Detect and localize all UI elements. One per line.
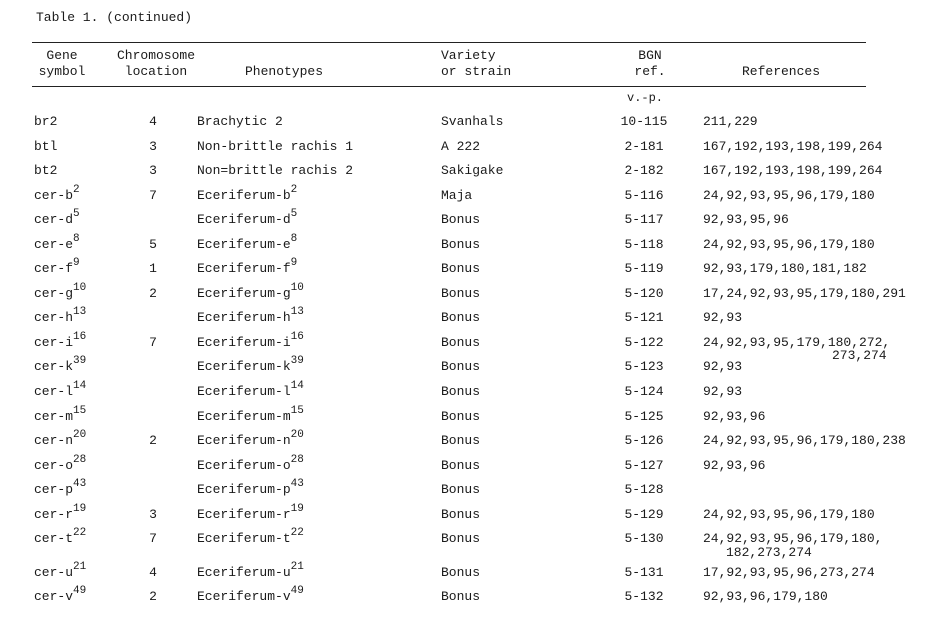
variety-cell xyxy=(441,335,480,351)
chromosome-cell-text: 7 xyxy=(149,531,157,546)
phenotype-cell xyxy=(197,330,304,351)
bgn-ref-cell-text: 2-181 xyxy=(624,139,664,154)
references-cell xyxy=(703,384,742,400)
gene-symbol-cell-superscript: 21 xyxy=(73,560,87,573)
gene-symbol-cell xyxy=(34,163,57,179)
phenotype-cell-superscript: 15 xyxy=(290,404,304,417)
chromosome-cell-text: 7 xyxy=(149,188,157,203)
phenotype-cell xyxy=(197,183,298,204)
variety-cell xyxy=(441,310,480,326)
gene-symbol-cell-superscript: 8 xyxy=(73,232,80,245)
gene-symbol-cell-text: cer-k xyxy=(34,359,74,374)
gene-symbol-cell xyxy=(34,502,87,523)
references-cell xyxy=(703,433,906,449)
gene-symbol-cell xyxy=(34,584,87,605)
bgn-ref-cell-text: 5-126 xyxy=(624,433,664,448)
bgn-ref-cell-text: 5-117 xyxy=(624,212,664,227)
gene-symbol-cell-superscript: 22 xyxy=(73,526,87,539)
gene-symbol-cell-text: cer-d xyxy=(34,212,74,227)
gene-symbol-cell-superscript: 49 xyxy=(73,584,87,597)
gene-symbol-cell xyxy=(34,256,80,277)
references-continuation: 273,274 xyxy=(832,348,887,363)
bgn-ref-cell-text: 5-131 xyxy=(624,565,664,580)
phenotype-cell-text: Non=brittle rachis 2 xyxy=(197,163,354,178)
gene-symbol-cell-text: btl xyxy=(34,139,58,154)
variety-cell xyxy=(441,531,480,547)
bgn-ref-cell xyxy=(613,188,675,204)
variety-cell-text: Bonus xyxy=(441,286,481,301)
variety-cell xyxy=(441,589,480,605)
variety-cell-text: Bonus xyxy=(441,359,481,374)
bgn-ref-cell-text: 5-118 xyxy=(624,237,664,252)
references-cell xyxy=(703,589,828,605)
gene-symbol-cell-superscript: 16 xyxy=(73,330,87,343)
references-cell xyxy=(703,212,789,228)
gene-symbol-cell-text: cer-h xyxy=(34,310,74,325)
phenotype-cell xyxy=(197,428,304,449)
phenotype-cell-text: Eceriferum-i xyxy=(197,335,291,350)
gene-symbol-cell-text: cer-f xyxy=(34,261,74,276)
phenotype-cell xyxy=(197,281,304,302)
references-cell-text: 167,192,193,198,199,264 xyxy=(703,163,883,178)
header-bgn-line2: ref. xyxy=(634,64,666,79)
references-cell xyxy=(703,359,742,375)
header-chrom-line1: Chromosome xyxy=(116,48,195,63)
references-cell-text: 92,93,96 xyxy=(703,409,766,424)
chromosome-cell xyxy=(146,507,160,523)
gene-symbol-cell xyxy=(34,232,80,253)
references-cell-text: 92,93,95,96 xyxy=(703,212,789,227)
references-cell-text: 167,192,193,198,199,264 xyxy=(703,139,883,154)
variety-cell-text: Bonus xyxy=(441,482,481,497)
variety-cell xyxy=(441,433,480,449)
table-row xyxy=(0,207,928,236)
bgn-ref-cell xyxy=(613,359,675,375)
phenotype-cell xyxy=(197,114,283,130)
variety-cell-text: Sakigake xyxy=(441,163,504,178)
table-row xyxy=(0,232,928,261)
chromosome-cell xyxy=(146,589,160,605)
gene-symbol-cell-text: cer-u xyxy=(34,565,74,580)
bgn-ref-cell-text: 2-182 xyxy=(624,163,664,178)
phenotype-cell-superscript: 22 xyxy=(290,526,304,539)
bgn-ref-cell xyxy=(613,237,675,253)
phenotype-cell-text: Eceriferum-l xyxy=(197,384,291,399)
gene-symbol-cell-text: cer-g xyxy=(34,286,74,301)
gene-symbol-cell xyxy=(34,453,87,474)
chromosome-cell xyxy=(146,565,160,581)
references-cell-text: 24,92,93,95,96,179,180 xyxy=(703,507,875,522)
gene-symbol-cell-text: cer-n xyxy=(34,433,74,448)
gene-symbol-cell-text: cer-e xyxy=(34,237,74,252)
variety-cell xyxy=(441,163,503,179)
phenotype-cell xyxy=(197,502,304,523)
table-row xyxy=(0,428,928,457)
variety-cell-text: Bonus xyxy=(441,507,481,522)
phenotype-cell-superscript: 13 xyxy=(290,305,304,318)
chromosome-cell xyxy=(146,286,160,302)
table-row xyxy=(0,330,928,359)
bgn-ref-cell-text: 5-116 xyxy=(624,188,664,203)
variety-cell-text: Bonus xyxy=(441,335,481,350)
bgn-ref-cell xyxy=(613,482,675,498)
phenotype-cell-text: Eceriferum-p xyxy=(197,482,291,497)
bgn-ref-cell-text: 5-125 xyxy=(624,409,664,424)
variety-cell-text: Bonus xyxy=(441,589,481,604)
chromosome-cell xyxy=(146,139,160,155)
bgn-ref-cell-text: 10-115 xyxy=(620,114,668,129)
gene-symbol-cell-text: bt2 xyxy=(34,163,58,178)
variety-cell-text: Bonus xyxy=(441,261,481,276)
variety-cell-text: Bonus xyxy=(441,237,481,252)
phenotype-cell-superscript: 19 xyxy=(290,502,304,515)
phenotype-cell xyxy=(197,453,304,474)
phenotype-cell xyxy=(197,207,298,228)
bgn-ref-cell xyxy=(613,261,675,277)
gene-symbol-cell xyxy=(34,379,87,400)
phenotype-cell-text: Eceriferum-e xyxy=(197,237,291,252)
phenotype-cell-text: Eceriferum-u xyxy=(197,565,291,580)
phenotype-cell-superscript: 10 xyxy=(290,281,304,294)
table-caption: Table 1. (continued) xyxy=(36,10,193,25)
phenotype-cell-text: Eceriferum-k xyxy=(197,359,291,374)
bgn-ref-cell-text: 5-129 xyxy=(624,507,664,522)
table-row xyxy=(0,183,928,212)
chromosome-cell-text: 4 xyxy=(149,114,157,129)
references-cell-text: 17,24,92,93,95,179,180,291 xyxy=(703,286,906,301)
gene-symbol-cell xyxy=(34,477,87,498)
references-cell xyxy=(703,458,765,474)
references-cell xyxy=(703,114,758,130)
phenotype-cell xyxy=(197,560,304,581)
table-row xyxy=(0,114,928,138)
variety-cell xyxy=(441,482,480,498)
chromosome-cell-text: 5 xyxy=(149,237,157,252)
phenotype-cell xyxy=(197,477,304,498)
bgn-ref-cell-text: 5-124 xyxy=(624,384,664,399)
phenotype-cell-superscript: 20 xyxy=(290,428,304,441)
bgn-ref-cell-text: 5-130 xyxy=(624,531,664,546)
phenotype-cell-text: Eceriferum-m xyxy=(197,409,291,424)
phenotype-cell xyxy=(197,404,304,425)
gene-symbol-cell-superscript: 39 xyxy=(73,354,87,367)
gene-symbol-cell-text: br2 xyxy=(34,114,58,129)
phenotype-cell xyxy=(197,584,304,605)
variety-cell-text: Bonus xyxy=(441,565,481,580)
chromosome-cell xyxy=(146,114,160,130)
header-variety-line1: Variety xyxy=(441,48,496,63)
chromosome-cell-text: 2 xyxy=(149,286,157,301)
table-row xyxy=(0,139,928,163)
phenotype-cell xyxy=(197,232,298,253)
references-cell-text: 92,93 xyxy=(703,310,743,325)
gene-symbol-cell-text: cer-o xyxy=(34,458,74,473)
variety-cell-text: Bonus xyxy=(441,531,481,546)
bgn-ref-cell-text: 5-132 xyxy=(624,589,664,604)
phenotype-cell-superscript: 5 xyxy=(290,207,298,220)
table-row xyxy=(0,379,928,408)
bgn-ref-cell xyxy=(613,163,675,179)
gene-symbol-cell-superscript: 9 xyxy=(73,256,80,269)
chromosome-cell-text: 3 xyxy=(149,507,157,522)
gene-symbol-cell-text: cer-m xyxy=(34,409,74,424)
phenotype-cell-text: Brachytic 2 xyxy=(197,114,283,129)
gene-symbol-cell-superscript: 43 xyxy=(73,477,87,490)
gene-symbol-cell-superscript: 5 xyxy=(73,207,80,220)
bgn-ref-cell-text: 5-127 xyxy=(624,458,664,473)
references-cell-text: 24,92,93,95,96,179,180,238 xyxy=(703,433,906,448)
chromosome-cell-text: 3 xyxy=(149,163,157,178)
phenotype-cell-text: Eceriferum-g xyxy=(197,286,291,301)
variety-cell-text: Bonus xyxy=(441,384,481,399)
gene-symbol-cell xyxy=(34,560,87,581)
references-cell-text: 92,93 xyxy=(703,359,743,374)
gene-symbol-cell-superscript: 19 xyxy=(73,502,87,515)
variety-cell-text: Bonus xyxy=(441,212,481,227)
chromosome-cell-text: 3 xyxy=(149,139,157,154)
bgn-ref-cell-text: 5-120 xyxy=(624,286,664,301)
table-row xyxy=(0,453,928,482)
header-chrom-line2: location xyxy=(124,64,188,79)
references-cell xyxy=(703,261,867,277)
references-cell xyxy=(703,409,765,425)
header-gene-line1: Gene xyxy=(46,48,78,63)
variety-cell xyxy=(441,237,480,253)
references-cell-text: 92,93,96 xyxy=(703,458,766,473)
header-gene-symbol xyxy=(34,48,90,80)
gene-symbol-cell-text: cer-t xyxy=(34,531,74,546)
table-row xyxy=(0,477,928,506)
bgn-ref-cell xyxy=(613,458,675,474)
references-cell-text: 17,92,93,95,96,273,274 xyxy=(703,565,875,580)
header-phenotypes: Phenotypes xyxy=(245,64,324,79)
chromosome-cell-text: 4 xyxy=(149,565,157,580)
references-cell-text: 24,92,93,95,96,179,180 xyxy=(703,237,875,252)
bgn-ref-cell xyxy=(613,114,675,130)
chromosome-cell xyxy=(146,335,160,351)
bgn-ref-cell xyxy=(613,286,675,302)
bgn-ref-cell xyxy=(613,507,675,523)
header-gene-line2: symbol xyxy=(38,64,86,79)
phenotype-cell-superscript: 9 xyxy=(290,256,298,269)
chromosome-cell-text: 7 xyxy=(149,335,157,350)
gene-symbol-cell xyxy=(34,354,87,375)
variety-cell xyxy=(441,384,480,400)
references-cell xyxy=(703,188,875,204)
gene-symbol-cell xyxy=(34,207,80,228)
phenotype-cell-superscript: 49 xyxy=(290,584,304,597)
references-continuation: 182,273,274 xyxy=(726,545,812,560)
variety-cell-text: Bonus xyxy=(441,409,481,424)
gene-symbol-cell xyxy=(34,139,57,155)
chromosome-cell xyxy=(146,237,160,253)
chromosome-cell-text: 2 xyxy=(149,433,157,448)
phenotype-cell xyxy=(197,163,353,179)
phenotype-cell xyxy=(197,256,298,277)
phenotype-cell-superscript: 21 xyxy=(290,560,304,573)
variety-cell-text: Svanhals xyxy=(441,114,504,129)
variety-cell-text: Maja xyxy=(441,188,473,203)
references-cell-text: 211,229 xyxy=(703,114,758,129)
bgn-ref-cell-text: 5-122 xyxy=(624,335,664,350)
references-cell xyxy=(703,565,875,581)
phenotype-cell-text: Eceriferum-n xyxy=(197,433,291,448)
phenotype-cell-superscript: 8 xyxy=(290,232,298,245)
variety-cell xyxy=(441,139,480,155)
bgn-ref-cell-text: 5-123 xyxy=(624,359,664,374)
gene-symbol-cell-superscript: 13 xyxy=(73,305,87,318)
phenotype-cell xyxy=(197,139,353,155)
table-row xyxy=(0,502,928,531)
variety-cell-text: A 222 xyxy=(441,139,481,154)
bgn-volume-page-note: v.-p. xyxy=(627,91,664,105)
phenotype-cell xyxy=(197,526,304,547)
phenotype-cell-text: Eceriferum-h xyxy=(197,310,291,325)
variety-cell-text: Bonus xyxy=(441,433,481,448)
gene-symbol-cell xyxy=(34,330,87,351)
gene-symbol-cell xyxy=(34,428,87,449)
table-row xyxy=(0,305,928,334)
variety-cell xyxy=(441,286,480,302)
gene-symbol-cell xyxy=(34,404,87,425)
gene-symbol-cell-superscript: 28 xyxy=(73,453,87,466)
phenotype-cell xyxy=(197,379,304,400)
table-row xyxy=(0,584,928,613)
chromosome-cell xyxy=(146,531,160,547)
bgn-ref-cell xyxy=(613,212,675,228)
bgn-ref-cell xyxy=(613,335,675,351)
references-cell-text: 92,93,96,179,180 xyxy=(703,589,828,604)
variety-cell xyxy=(441,458,480,474)
variety-cell xyxy=(441,409,480,425)
gene-symbol-cell-text: cer-r xyxy=(34,507,74,522)
references-cell xyxy=(703,507,875,523)
references-cell-text: 24,92,93,95,96,179,180 xyxy=(703,188,875,203)
bgn-ref-cell xyxy=(613,310,675,326)
phenotype-cell-text: Eceriferum-v xyxy=(197,589,291,604)
phenotype-cell-superscript: 16 xyxy=(290,330,304,343)
gene-symbol-cell xyxy=(34,526,87,547)
bgn-ref-cell xyxy=(613,384,675,400)
phenotype-cell-superscript: 2 xyxy=(290,183,298,196)
header-variety-line2: or strain xyxy=(441,64,512,79)
variety-cell xyxy=(441,565,480,581)
header-bgn-ref xyxy=(620,48,680,80)
chromosome-cell xyxy=(146,163,160,179)
references-cell-text: 92,93,179,180,181,182 xyxy=(703,261,867,276)
bgn-ref-cell-text: 5-121 xyxy=(624,310,664,325)
gene-symbol-cell-superscript: 14 xyxy=(73,379,87,392)
bgn-ref-cell xyxy=(613,565,675,581)
chromosome-cell-text: 2 xyxy=(149,589,157,604)
bgn-ref-cell xyxy=(613,409,675,425)
variety-cell xyxy=(441,212,480,228)
bgn-ref-cell xyxy=(613,139,675,155)
header-bgn-line1: BGN xyxy=(638,48,662,63)
header-rule xyxy=(32,86,866,87)
table-row xyxy=(0,281,928,310)
gene-symbol-cell-superscript: 15 xyxy=(73,404,87,417)
gene-symbol-cell xyxy=(34,183,80,204)
references-cell xyxy=(703,139,882,155)
variety-cell xyxy=(441,261,480,277)
references-cell xyxy=(703,237,875,253)
references-cell-text: 24,92,93,95,96,179,180, xyxy=(703,531,883,546)
variety-cell xyxy=(441,359,480,375)
bgn-ref-cell xyxy=(613,589,675,605)
bgn-ref-cell-text: 5-128 xyxy=(624,482,664,497)
phenotype-cell-text: Eceriferum-t xyxy=(197,531,291,546)
gene-symbol-cell-text: cer-p xyxy=(34,482,74,497)
bgn-ref-cell-text: 5-119 xyxy=(624,261,664,276)
bgn-ref-cell xyxy=(613,433,675,449)
gene-symbol-cell xyxy=(34,114,57,130)
references-cell xyxy=(703,286,906,302)
header-references: References xyxy=(742,64,821,79)
phenotype-cell-text: Eceriferum-r xyxy=(197,507,291,522)
variety-cell xyxy=(441,114,503,130)
gene-symbol-cell xyxy=(34,281,87,302)
references-cell-text: 24,92,93,95,179,180,272, xyxy=(703,335,891,350)
gene-symbol-cell-text: cer-v xyxy=(34,589,74,604)
variety-cell-text: Bonus xyxy=(441,458,481,473)
phenotype-cell-superscript: 39 xyxy=(290,354,304,367)
phenotype-cell xyxy=(197,354,304,375)
phenotype-cell-text: Eceriferum-d xyxy=(197,212,291,227)
gene-symbol-cell-superscript: 10 xyxy=(73,281,87,294)
chromosome-cell-text: 1 xyxy=(149,261,157,276)
table-row xyxy=(0,404,928,433)
variety-cell xyxy=(441,507,480,523)
gene-symbol-cell-superscript: 20 xyxy=(73,428,87,441)
variety-cell-text: Bonus xyxy=(441,310,481,325)
table-row xyxy=(0,163,928,187)
phenotype-cell-text: Eceriferum-f xyxy=(197,261,291,276)
gene-symbol-cell-text: cer-i xyxy=(34,335,74,350)
header-chromosome-location xyxy=(110,48,202,80)
gene-symbol-cell-text: cer-l xyxy=(34,384,74,399)
phenotype-cell-text: Non-brittle rachis 1 xyxy=(197,139,354,154)
top-rule xyxy=(32,42,866,43)
gene-symbol-cell-text: cer-b xyxy=(34,188,74,203)
header-variety-strain xyxy=(441,48,511,80)
references-cell-text: 92,93 xyxy=(703,384,743,399)
table-row xyxy=(0,256,928,285)
phenotype-cell-superscript: 43 xyxy=(290,477,304,490)
gene-symbol-cell-superscript: 2 xyxy=(73,183,80,196)
gene-symbol-cell xyxy=(34,305,87,326)
phenotype-cell-text: Eceriferum-b xyxy=(197,188,291,203)
phenotype-cell-superscript: 28 xyxy=(290,453,304,466)
phenotype-cell-superscript: 14 xyxy=(290,379,304,392)
bgn-ref-cell xyxy=(613,531,675,547)
chromosome-cell xyxy=(146,261,160,277)
references-cell xyxy=(703,163,882,179)
variety-cell xyxy=(441,188,472,204)
references-cell xyxy=(703,310,742,326)
chromosome-cell xyxy=(146,433,160,449)
phenotype-cell xyxy=(197,305,304,326)
phenotype-cell-text: Eceriferum-o xyxy=(197,458,291,473)
chromosome-cell xyxy=(146,188,160,204)
table-row xyxy=(0,560,928,589)
